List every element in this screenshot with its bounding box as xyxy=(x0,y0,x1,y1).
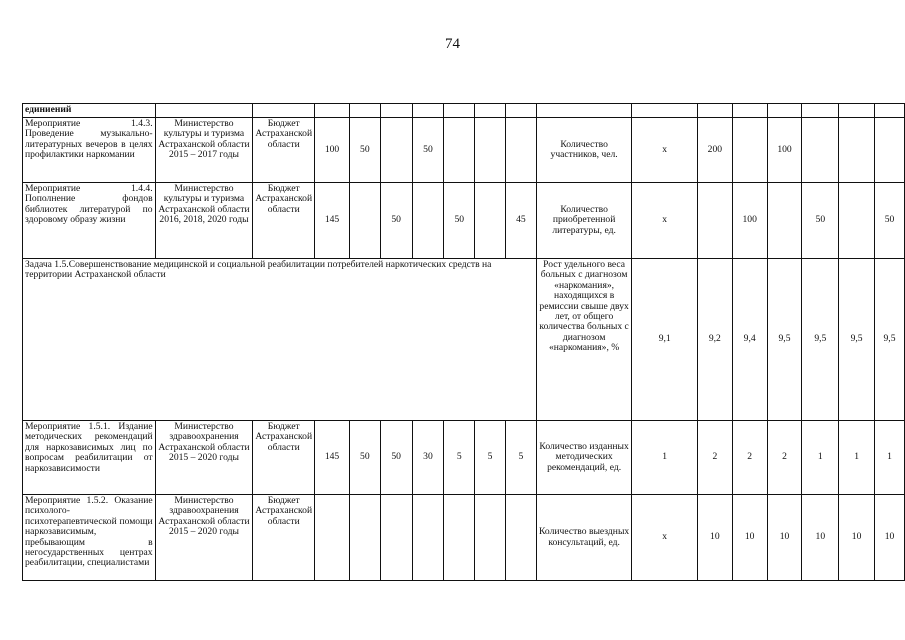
indicator-cell: Количество приобретенной литературы, ед. xyxy=(536,183,632,259)
value-cell: 1 xyxy=(632,421,697,495)
value-cell: 2 xyxy=(767,421,802,495)
funding-cell xyxy=(505,495,536,581)
source-cell: Бюджет Астраханской области xyxy=(253,183,315,259)
source-cell: Бюджет Астраханской области xyxy=(253,495,315,581)
executor-cell: Министерство здравоохранения Астраханской области 2015 – 2020 годы xyxy=(155,421,253,495)
funding-cell: 50 xyxy=(444,183,475,259)
table-row xyxy=(23,495,905,581)
value-cell: 10 xyxy=(802,495,839,581)
table-row xyxy=(23,118,905,183)
value-cell xyxy=(732,118,767,183)
value-cell: 50 xyxy=(802,183,839,259)
value-cell xyxy=(767,183,802,259)
funding-cell: 50 xyxy=(349,421,380,495)
value-cell: х xyxy=(632,183,697,259)
executor-cell: Министерство культуры и туризма Астраханской области 2016, 2018, 2020 годы xyxy=(155,183,253,259)
value-cell: 9,5 xyxy=(839,259,875,421)
funding-cell xyxy=(315,495,350,581)
value-cell: 200 xyxy=(697,118,732,183)
funding-cell xyxy=(475,495,506,581)
funding-cell: 50 xyxy=(380,183,412,259)
funding-cell xyxy=(444,495,475,581)
funding-cell: 145 xyxy=(315,183,350,259)
page-number: 74 xyxy=(445,36,460,52)
value-cell xyxy=(697,183,732,259)
value-cell: х xyxy=(632,495,697,581)
executor-cell: Министерство культуры и туризма Астраханской области 2015 – 2017 годы xyxy=(155,118,253,183)
value-cell: 9,2 xyxy=(697,259,732,421)
value-cell: 100 xyxy=(767,118,802,183)
funding-cell: 50 xyxy=(412,118,444,183)
value-cell: х xyxy=(632,118,697,183)
value-cell: 10 xyxy=(839,495,875,581)
value-cell: 1 xyxy=(875,421,905,495)
task-cell: Задача 1.5.Совершенствование медицинской и социальной реабилитации потребителей наркотических средств на территории Астраханской области xyxy=(23,259,537,421)
funding-cell: 5 xyxy=(475,421,506,495)
funding-cell xyxy=(380,495,412,581)
value-cell xyxy=(802,118,839,183)
executor-cell: Министерство здравоохранения Астраханской области 2015 – 2020 годы xyxy=(155,495,253,581)
table-row xyxy=(23,104,905,118)
funding-cell xyxy=(412,495,444,581)
funding-cell xyxy=(475,118,506,183)
table-row xyxy=(23,183,905,259)
indicator-cell: Количество изданных методических рекомендаций, ед. xyxy=(536,421,632,495)
activity-cell: Мероприятие 1.4.3. Проведение музыкально-литературных вечеров в целях профилактики наркомании xyxy=(23,118,156,183)
value-cell: 9,5 xyxy=(767,259,802,421)
funding-cell xyxy=(349,495,380,581)
value-cell: 10 xyxy=(875,495,905,581)
program-table xyxy=(22,103,905,581)
value-cell: 100 xyxy=(732,183,767,259)
funding-cell: 50 xyxy=(380,421,412,495)
funding-cell xyxy=(349,183,380,259)
funding-cell: 45 xyxy=(505,183,536,259)
indicator-cell: Рост удельного веса больных с диагнозом «наркомания», находящихся в ремиссии свыше двух лет, от общего количества больных с диагнозом «наркомания», % xyxy=(536,259,632,421)
indicator-cell: Количество участников, чел. xyxy=(536,118,632,183)
funding-cell xyxy=(505,118,536,183)
value-cell xyxy=(839,118,875,183)
value-cell: 2 xyxy=(697,421,732,495)
funding-cell: 30 xyxy=(412,421,444,495)
value-cell: 1 xyxy=(802,421,839,495)
value-cell: 50 xyxy=(875,183,905,259)
source-cell: Бюджет Астраханской области xyxy=(253,421,315,495)
task-row xyxy=(23,259,905,421)
activity-cell: Мероприятие 1.5.1. Издание методических рекомендаций для наркозависимых лиц по вопросам реабилитации от наркозависимости xyxy=(23,421,156,495)
value-cell: 10 xyxy=(732,495,767,581)
value-cell: 2 xyxy=(732,421,767,495)
funding-cell: 5 xyxy=(444,421,475,495)
value-cell: 9,5 xyxy=(802,259,839,421)
funding-cell: 145 xyxy=(315,421,350,495)
funding-cell: 5 xyxy=(505,421,536,495)
funding-cell: 100 xyxy=(315,118,350,183)
table-row xyxy=(23,421,905,495)
value-cell: 10 xyxy=(767,495,802,581)
funding-cell xyxy=(475,183,506,259)
source-cell: Бюджет Астраханской области xyxy=(253,118,315,183)
value-cell xyxy=(875,118,905,183)
activity-cell: Мероприятие 1.5.2. Оказание психолого-психотерапевтической помощи наркозависимым, пребывающим в негосударственных центрах реабилитации, специалистами xyxy=(23,495,156,581)
continuation-cell: единиений xyxy=(23,104,156,118)
funding-cell: 50 xyxy=(349,118,380,183)
value-cell: 10 xyxy=(697,495,732,581)
value-cell: 9,1 xyxy=(632,259,697,421)
value-cell xyxy=(839,183,875,259)
value-cell: 9,4 xyxy=(732,259,767,421)
funding-cell xyxy=(380,118,412,183)
funding-cell xyxy=(412,183,444,259)
indicator-cell: Количество выездных консультаций, ед. xyxy=(536,495,632,581)
funding-cell xyxy=(444,118,475,183)
value-cell: 1 xyxy=(839,421,875,495)
value-cell: 9,5 xyxy=(875,259,905,421)
activity-cell: Мероприятие 1.4.4. Пополнение фондов библиотек литературой по здоровому образу жизни xyxy=(23,183,156,259)
